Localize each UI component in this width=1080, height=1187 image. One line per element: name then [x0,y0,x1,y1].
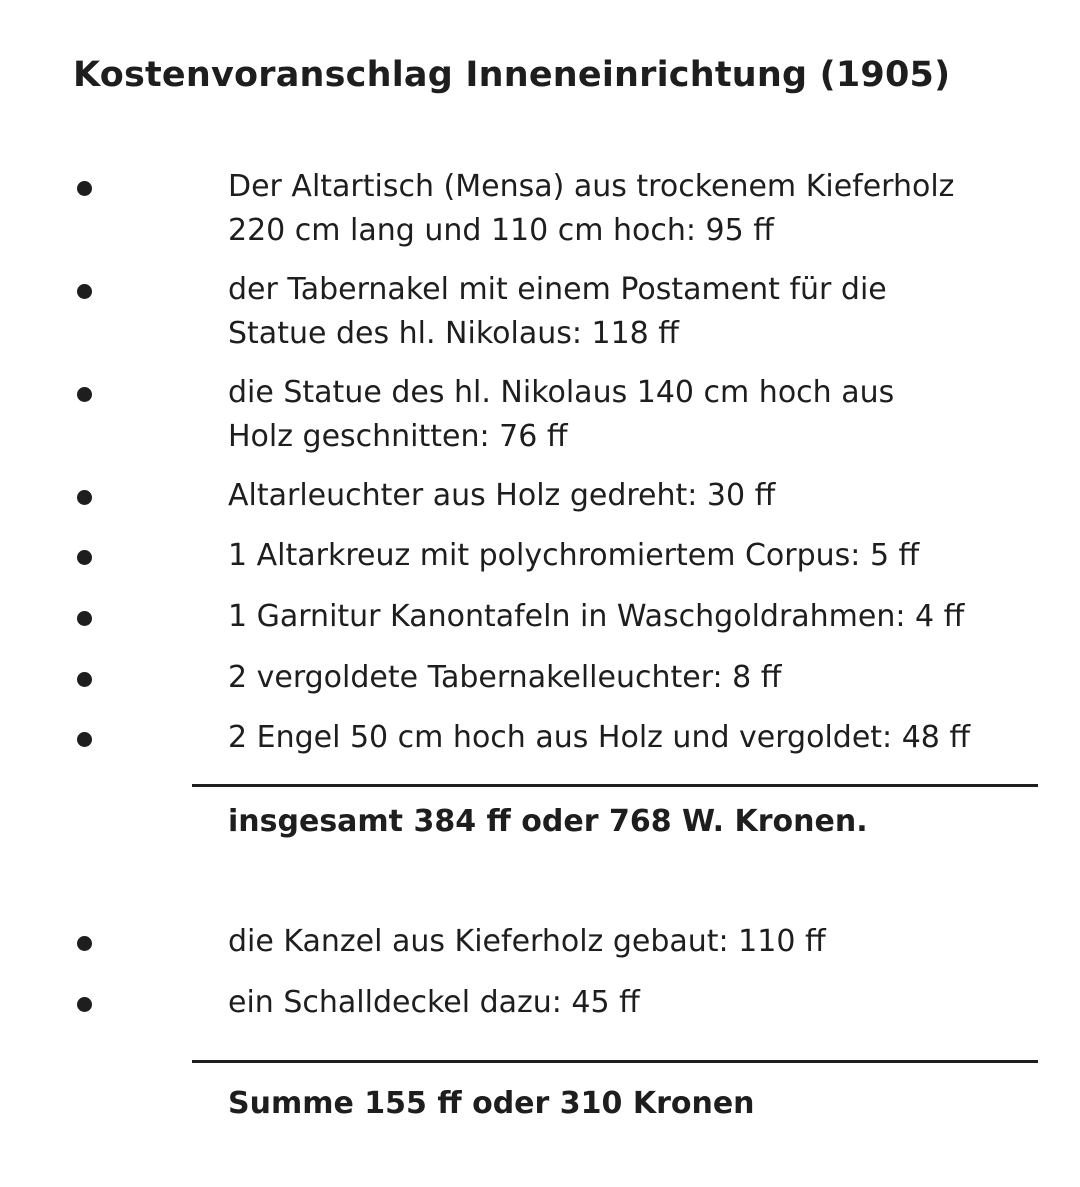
bullet-icon [77,997,92,1012]
list-item-text: der Tabernakel mit einem Postament für die Statue des hl. Nikolaus: 118 ff [228,272,887,351]
section-total: Summe 155 ff oder 310 Kronen [228,1086,755,1121]
section-total: insgesamt 384 ff oder 768 W. Kronen. [228,804,868,839]
page-title: Kostenvoranschlag Inneneinrichtung (1905) [73,55,951,95]
list-item-text: 1 Garnitur Kanontafeln in Waschgoldrahmen: 4 ff [228,599,965,634]
bullet-icon [77,936,92,951]
list-item-text: 2 Engel 50 cm hoch aus Holz und vergoldet: 48 ff [228,720,971,755]
bullet-icon [77,732,92,747]
bullet-icon [77,490,92,505]
list-item-text: 2 vergoldete Tabernakelleuchter: 8 ff [228,660,782,695]
list-item-text: Altarleuchter aus Holz gedreht: 30 ff [228,478,776,513]
list-item-text: die Statue des hl. Nikolaus 140 cm hoch aus Holz geschnitten: 76 ff [228,375,895,454]
bullet-icon [77,181,92,196]
list-item-text: Der Altartisch (Mensa) aus trockenem Kieferholz 220 cm lang und 110 cm hoch: 95 ff [228,169,955,248]
bullet-icon [77,284,92,299]
list-item-text: ein Schalldeckel dazu: 45 ff [228,985,640,1020]
bullet-icon [77,387,92,402]
list-item-text: die Kanzel aus Kieferholz gebaut: 110 ff [228,924,826,959]
bullet-icon [77,611,92,626]
sum-divider-line [192,1060,1038,1063]
sum-divider-line [192,784,1038,787]
bullet-icon [77,672,92,687]
list-item-text: 1 Altarkreuz mit polychromiertem Corpus: 5 ff [228,538,920,573]
bullet-icon [77,550,92,565]
